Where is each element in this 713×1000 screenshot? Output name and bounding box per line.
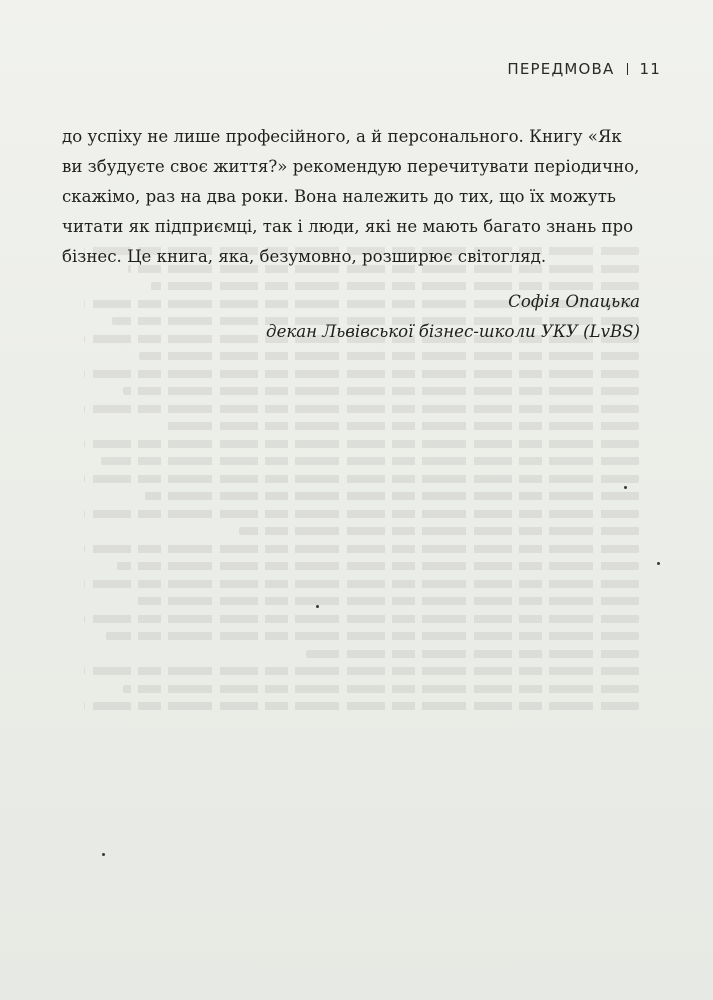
body-line: до успіху не лише професійного, а й персонального. Книгу «Як xyxy=(62,127,622,146)
header-separator xyxy=(627,63,628,75)
dust-speck xyxy=(657,562,660,565)
body-line: бізнес. Це книга, яка, безумовно, розширює світогляд. xyxy=(62,247,547,266)
signature-block xyxy=(266,287,640,347)
dust-speck xyxy=(102,853,105,856)
author-title: декан Львівської бізнес-школи УКУ (LvBS) xyxy=(266,322,640,341)
body-line: читати як підприємці, так і люди, які не мають багато знань про xyxy=(62,217,634,236)
running-head xyxy=(507,60,661,78)
dust-speck xyxy=(624,486,627,489)
body-line: скажімо, раз на два роки. Вона належить до тих, що їх можуть xyxy=(62,187,616,206)
body-paragraph xyxy=(62,122,640,272)
dust-speck xyxy=(316,605,319,608)
section-title: ПЕРЕДМОВА xyxy=(507,60,615,78)
body-line: ви збудуєте своє життя?» рекомендую перечитувати періодично, xyxy=(62,157,640,176)
page-number: 11 xyxy=(639,60,661,78)
author-name: Софія Опацька xyxy=(508,292,640,311)
